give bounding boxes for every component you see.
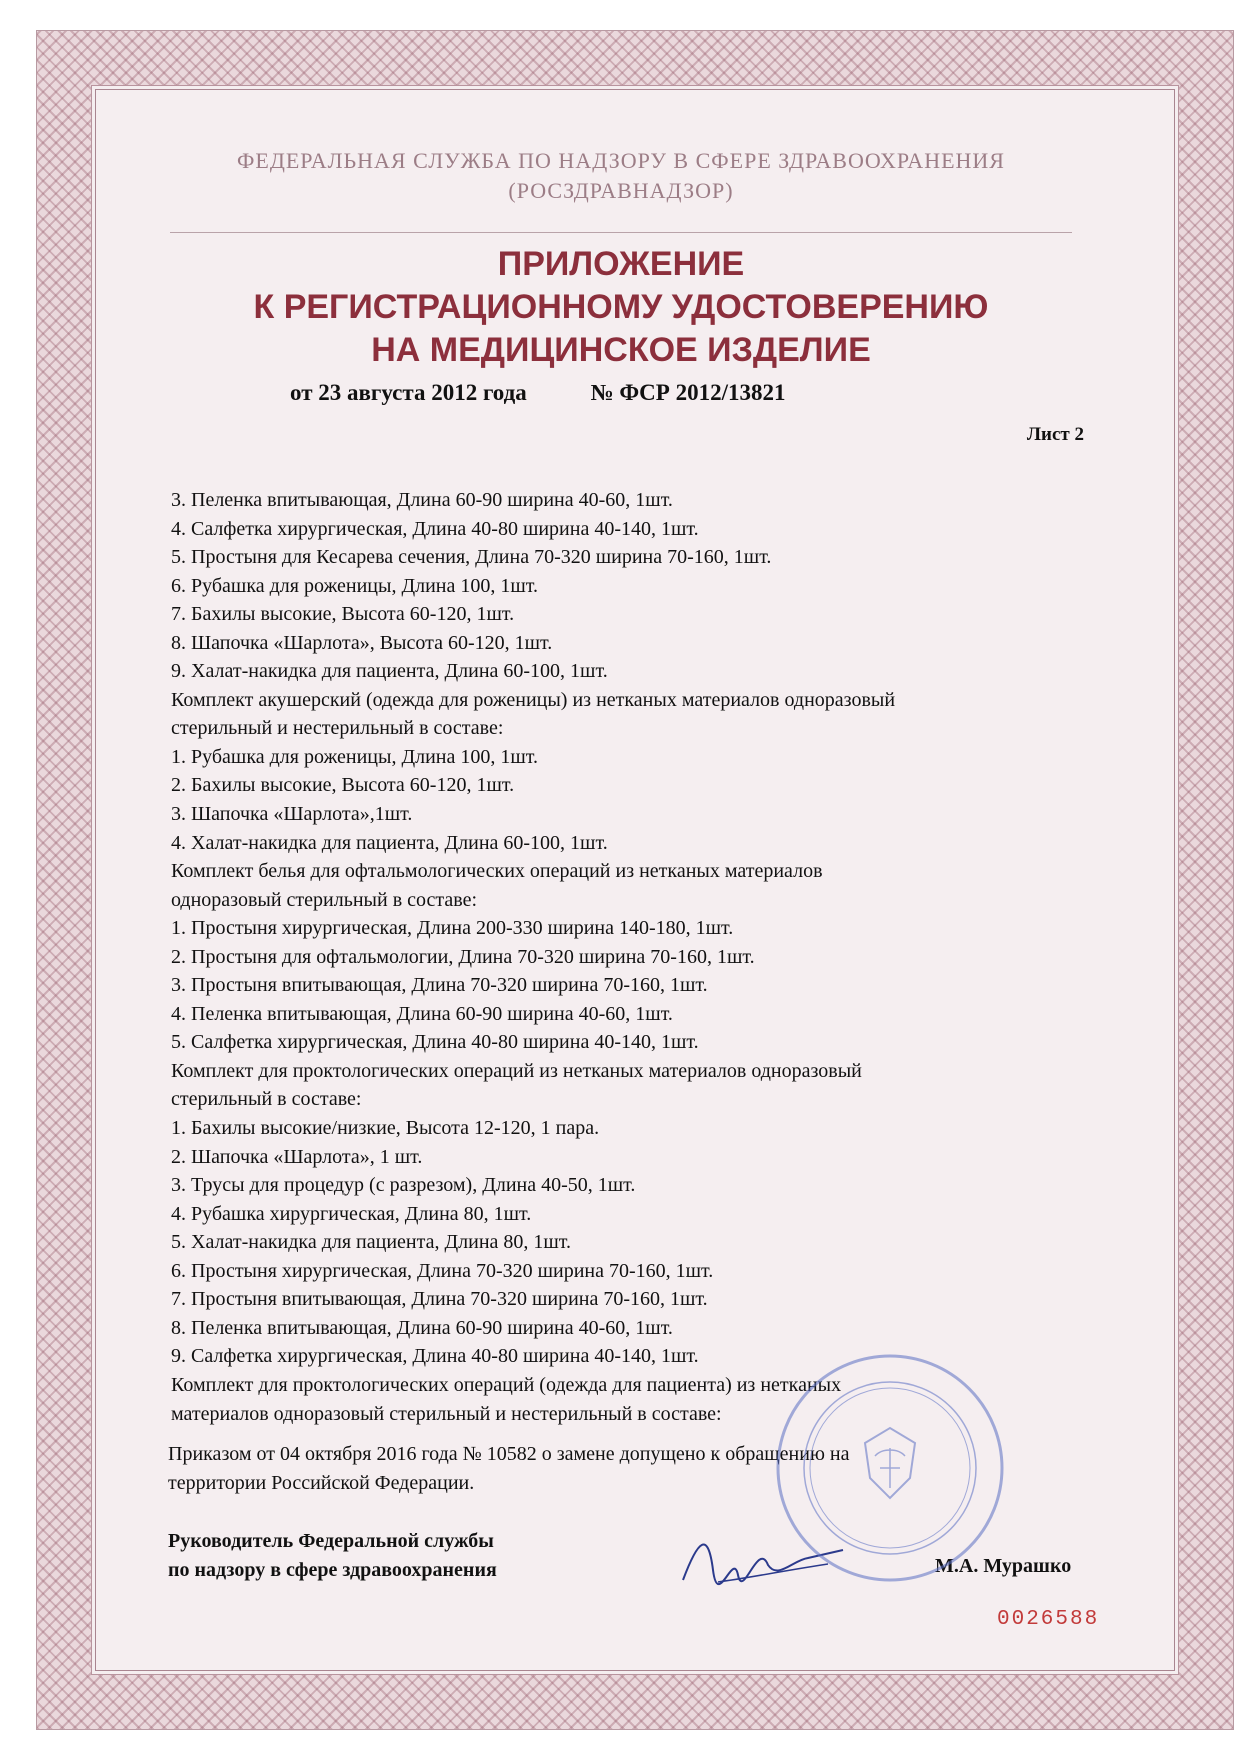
list-item: 3. Трусы для процедур (с разрезом), Длина 40-50, 1шт. <box>171 1174 636 1197</box>
official-seal <box>770 1348 1010 1588</box>
agency-name <box>0 146 1242 206</box>
list-item: 1. Бахилы высокие/низкие, Высота 12-120, 1 пара. <box>171 1117 600 1140</box>
signatory-position <box>168 1527 497 1584</box>
sheet-number: Лист 2 <box>1026 424 1084 445</box>
title-line: К РЕГИСТРАЦИОННОМУ УДОСТОВЕРЕНИЮ <box>253 288 989 326</box>
list-item: 7. Бахилы высокие, Высота 60-120, 1шт. <box>171 603 515 626</box>
header-divider <box>170 232 1072 233</box>
list-item: 4. Салфетка хирургическая, Длина 40-80 ширина 40-140, 1шт. <box>171 517 699 540</box>
list-item: 3. Простыня впитывающая, Длина 70-320 ширина 70-160, 1шт. <box>171 974 708 997</box>
document-title <box>0 243 1242 372</box>
list-item: 2. Шапочка «Шарлота», 1 шт. <box>171 1145 423 1168</box>
list-item: 6. Рубашка для роженицы, Длина 100, 1шт. <box>171 574 538 597</box>
list-item: 5. Простыня для Кесарева сечения, Длина 70-320 ширина 70-160, 1шт. <box>171 546 772 569</box>
list-item: 3. Пеленка впитывающая, Длина 60-90 ширина 40-60, 1шт. <box>171 489 673 511</box>
list-item: 3. Шапочка «Шарлота»,1шт. <box>171 803 413 826</box>
order-line: Приказом от 04 октября 2016 года № 10582 о замене допущено к обращению на <box>168 1443 850 1465</box>
list-item: 7. Простыня впитывающая, Длина 70-320 ширина 70-160, 1шт. <box>171 1288 708 1311</box>
list-item: 5. Салфетка хирургическая, Длина 40-80 ширина 40-140, 1шт. <box>171 1031 699 1054</box>
list-item: 4. Рубашка хирургическая, Длина 80, 1шт. <box>171 1202 532 1225</box>
list-item: 8. Шапочка «Шарлота», Высота 60-120, 1шт. <box>171 631 553 654</box>
title-line: НА МЕДИЦИНСКОЕ ИЗДЕЛИЕ <box>371 331 871 369</box>
agency-name-line: ФЕДЕРАЛЬНАЯ СЛУЖБА ПО НАДЗОРУ В СФЕРЕ ЗДРАВООХРАНЕНИЯ <box>237 148 1005 173</box>
registration-line <box>290 380 785 406</box>
list-item: 6. Простыня хирургическая, Длина 70-320 ширина 70-160, 1шт. <box>171 1259 714 1282</box>
list-item: 1. Простыня хирургическая, Длина 200-330 ширина 140-180, 1шт. <box>171 917 734 940</box>
list-item: стерильный в составе: <box>171 1088 362 1111</box>
item-list <box>171 486 1091 1428</box>
list-item: 2. Простыня для офтальмологии, Длина 70-320 ширина 70-160, 1шт. <box>171 945 755 968</box>
list-item: Комплект для проктологических операций из нетканых материалов одноразовый <box>171 1059 862 1082</box>
signatory-position-line: по надзору в сфере здравоохранения <box>168 1558 497 1581</box>
list-item: 9. Салфетка хирургическая, Длина 40-80 ширина 40-140, 1шт. <box>171 1345 699 1368</box>
registration-date: от 23 августа 2012 года <box>290 380 527 405</box>
list-item: 9. Халат-накидка для пациента, Длина 60-100, 1шт. <box>171 660 608 683</box>
list-item: Комплект для проктологических операций (одежда для пациента) из нетканых <box>171 1373 842 1396</box>
list-item: Комплект белья для офтальмологических операций из нетканых материалов <box>171 860 823 883</box>
serial-number: 0026588 <box>997 1608 1100 1631</box>
list-item: стерильный и нестерильный в составе: <box>171 717 504 740</box>
list-item: Комплект акушерский (одежда для роженицы) из нетканых материалов одноразовый <box>171 688 896 711</box>
signatory-position-line: Руководитель Федеральной службы <box>168 1530 494 1552</box>
registration-number: № ФСР 2012/13821 <box>590 380 786 405</box>
order-line: территории Российской Федерации. <box>168 1471 475 1494</box>
list-item: одноразовый стерильный в составе: <box>171 888 478 911</box>
list-item: 1. Рубашка для роженицы, Длина 100, 1шт. <box>171 745 538 768</box>
list-item: 4. Халат-накидка для пациента, Длина 60-100, 1шт. <box>171 831 608 854</box>
signatory-name: М.А. Мурашко <box>935 1555 1072 1577</box>
list-item: 5. Халат-накидка для пациента, Длина 80, 1шт. <box>171 1231 572 1254</box>
list-item: 8. Пеленка впитывающая, Длина 60-90 ширина 40-60, 1шт. <box>171 1316 673 1339</box>
list-item: материалов одноразовый стерильный и нестерильный в составе: <box>171 1402 722 1425</box>
list-item: 4. Пеленка впитывающая, Длина 60-90 ширина 40-60, 1шт. <box>171 1002 673 1025</box>
list-item: 2. Бахилы высокие, Высота 60-120, 1шт. <box>171 774 515 797</box>
agency-abbreviation: (РОСЗДРАВНАДЗОР) <box>508 178 734 203</box>
title-line: ПРИЛОЖЕНИЕ <box>497 245 745 283</box>
